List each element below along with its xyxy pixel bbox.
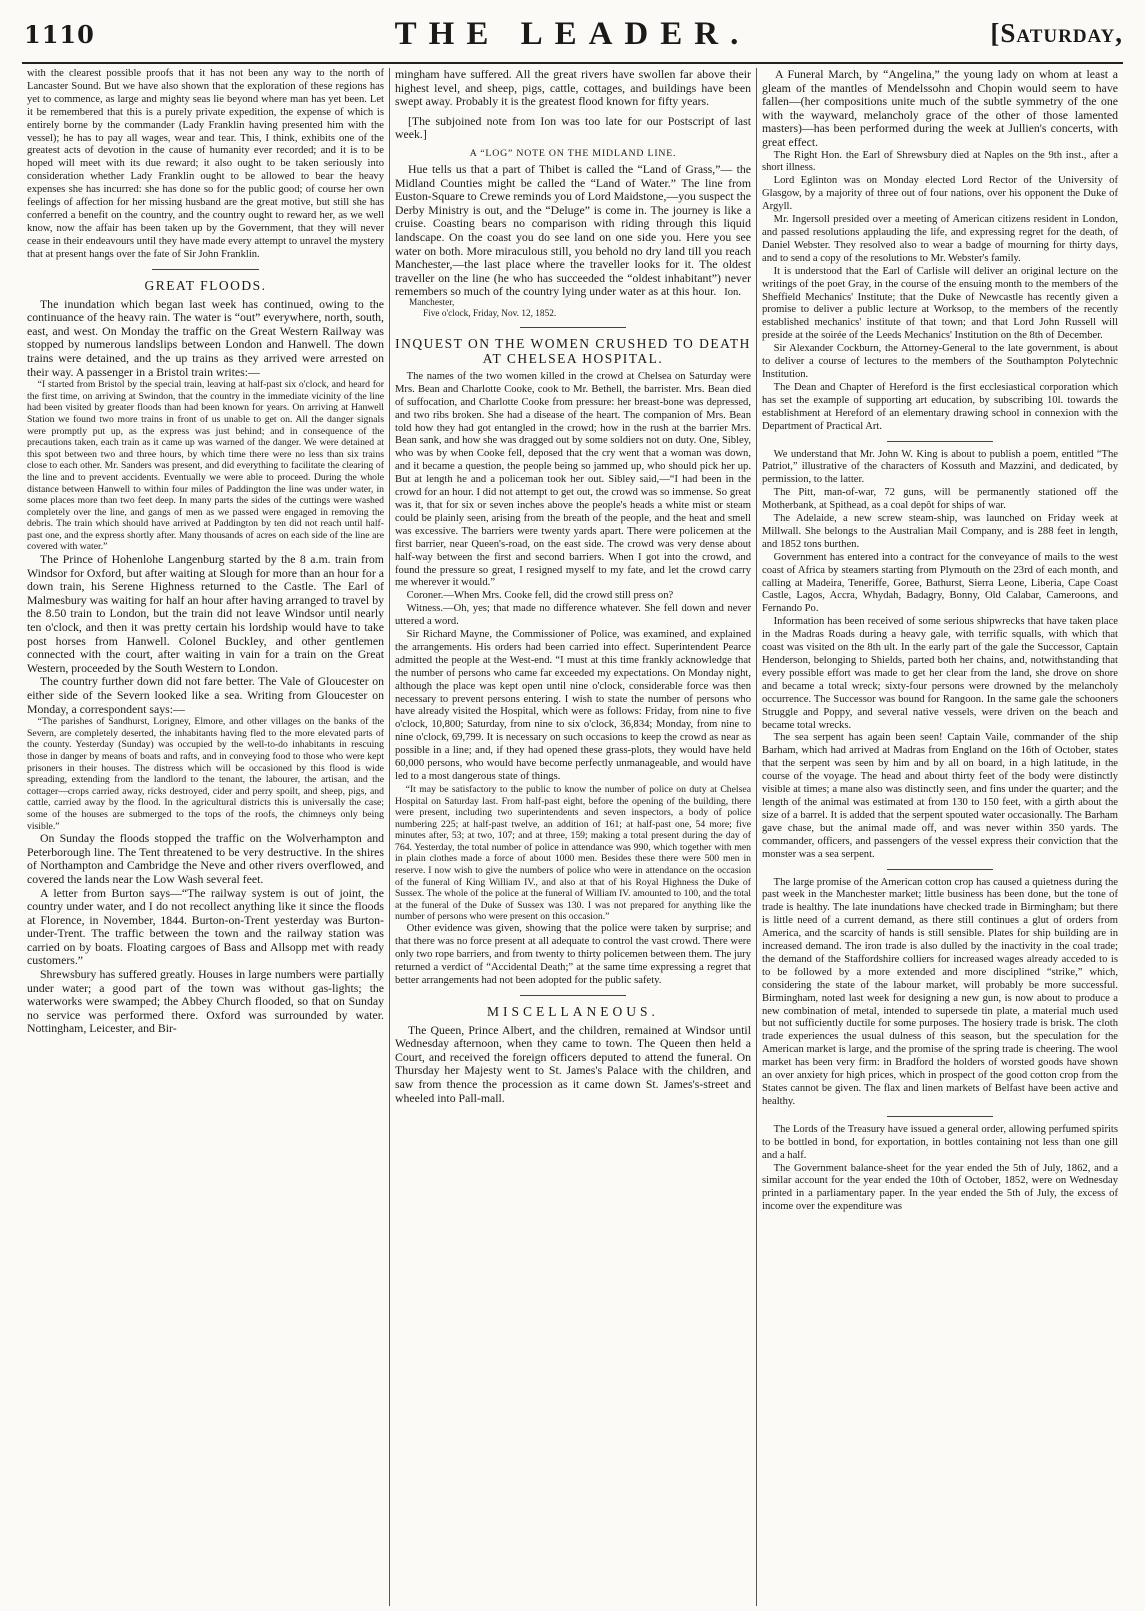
floods-paragraph: The Prince of Hohenlohe Langenburg started by the 8 a.m. train from Windsor for Oxford, but after waiting at Slough for more than an hour for a down train, his Serene Highness returned to the Castle. The Earl of Malmesbury was waiting for half an hour after having arranged to travel by the 8.50 train to London, but the train did not leave Windsor until nearly ten o'clock, and then it was pretty certain his lordship would have to take post horses from Hanwell. Colonel Buckley, and other gentlemen connected with the court, after waiting in vain for a train on the Great Western, proceeded by the South Western to London. [27, 552, 384, 675]
ion-place: Manchester, [409, 297, 455, 308]
misc-paragraph: Mr. Ingersoll presided over a meeting of American citizens resident in London, and passed resolutions applauding the life, and expressing regret for the death, of Daniel Webster. They resolved also to wear a badge of mourning for thirty days, and to send a copy of the resolutions to Mr. Webster's family. [762, 214, 1118, 264]
misc-paragraph: Government has entered into a contract for the conveyance of mails to the west coast of Africa by steamers starting from Plymouth on the 23rd of each month, and calling at Madeira, Teneriffe, Goree, Bathurst, Sierra Leone, Liberia, Cape Coast Castle, Lagos, Accra, Whydah, Badagry, Bonny, Old Calabar, Cameroons, and Fernando Po. [762, 551, 1118, 615]
misc-paragraph: The sea serpent has again been seen! Captain Vaile, commander of the ship Barham, which had arrived at Madras from England on the 16th of October, states that the serpent was seen by him and by all on board, in a high latitude, in the course of the voyage. The head and about thirty feet of the body were distinctly visible at times; a mane also was distinctly seen, and fins under the quarter; and the length of the animal was estimated at from 130 to 150 feet, with a girth about the size of a barrel. It is added that the serpent spouted water occasionally. The Barham gave chase, but the animal made off, and was never within 350 yards. The commander, officers, and passengers of the vessel express their conviction that the monster was a sea serpent. [762, 732, 1118, 860]
section-divider [887, 441, 994, 442]
misc-paragraph: Sir Alexander Cockburn, the Attorney-General to the late government, is about to deliver a course of lectures to the members of the Southampton Polytechnic Institution. [762, 343, 1118, 380]
misc-paragraph: The Right Hon. the Earl of Shrewsbury died at Naples on the 9th inst., after a short illness. [762, 149, 1118, 174]
issue-day: [Saturday, [990, 18, 1123, 48]
misc-paragraph: The Queen, Prince Albert, and the children, remained at Windsor until Wednesday afternoon, when they came to town. The Queen then held a Court, and received the foreign officers deputed to attend the funeral. On Thursday her Majesty went to St. James's Palace with the children, and saw from thence the procession as it came down St. James's-street and wheeled into Pall-mall. [395, 1022, 751, 1105]
column-1 [22, 68, 389, 1606]
midland-line-heading: A “LOG” NOTE ON THE MIDLAND LINE. [469, 147, 677, 159]
section-divider [520, 327, 627, 328]
misc-paragraph: The large promise of the American cotton crop has caused a quietness during the past week in the Manchester market; little business has been done, but the tone of trade is healthy. The late inundations have checked trade in Birmingham; but there is little need of a current demand, as there still continues a glut of orders from America, and the scarcity of hands is still sensible. Plates for ship building are in increased demand. The iron trade is also dulled by the inactivity in the coal trade; the demand of the Staffordshire colliers for increased wages already acceded to is to be followed by a more extended and more disciplined “strike,” which, considering the state of the labour market, will probably be more successful. Birmingham, noted last week for designing a new gun, is now about to produce a new combination of metal, intended to supersede tin plate, a material much used but not sufficiently ductile for some purposes. The hosiery trade is brisk. The cloth trade experiences the usual dulness of this season, but the speculation for the American market is large, and the promise of the spring trade is cheering. The wool market has been very firm: in Bradford the holders of worsted goods have shown an over anxiety for high prices, which in prospect of the good cotton crop from the States cannot be given. The flax and linen markets of Belfast have been active and healthy. [762, 876, 1118, 1107]
floods-quote: “I started from Bristol by the special train, leaving at half-past six o'clock, and heard for the first time, on arriving at Swindon, that the country in the immediate vicinity of the line had been visited by greater floods than had been known for years. On arriving at Hanwell Station we found two more trains in front of us unable to get on. All the danger signals were promptly put up, as the express was just behind; and in consequence of the precautions taken, each train as it came up was warned of the danger. We were detained at this spot between two and three hours, by which time there were no less than six trains close to each other. Mr. Sanders was present, and did everything to facilitate the clearing of the line and to prevent accidents. Eventually we were able to proceed. During the whole distance between Hanwell to within four miles of Paddington the line was under water, in some places more than two feet deep. In many parts the sides of the cuttings were washed completely over the line, and gangs of men as we passed were engaged in removing the debris. The train which should have arrived at Paddington by ten did not reach until half-past one, and the express shortly after. Many thousands of acres on each side of the line are covered with water.” [27, 379, 384, 553]
column-3 [756, 68, 1123, 1606]
franklin-paragraph: with the clearest possible proofs that it has not been any way to the north of Lancaster Sound. But we have also shown that the exploration of these regions has yet to commence, as large and mighty seas lie beyond where man has yet been. Let it be remembered that this is a purely private expedition, the expense of which is entirely borne by the commander (Lady Franklin having presented him with the vessel); he has to pay all wages, wear and tear. This, I think, exhibits one of the greatest acts of devotion in the cause of humanity ever recorded; and it is to be hoped will meet with its due reward; it also ought to be taken seriously into consideration whether Lady Franklin ought to be allowed to bear the heavy expenses she has incurred: she has done so for the public good; of course her own feelings of affection for her missing husband are the great motive, but still she has conferred a benefit on the country, and the country ought to reward her, as we well know, now the affair has been taken up by the Government, that they will never cease in their endeavours until they have made every attempt to unravel the mystery that at present hangs over the fate of Sir John Franklin. [27, 68, 384, 260]
great-floods-heading: GREAT FLOODS. [144, 277, 267, 293]
misc-paragraph: The Adelaide, a new screw steam-ship, was launched on Friday week at Millwall. She belongs to the Australian Mail Company, and is 288 feet in length, and 1852 tons burthen. [762, 513, 1118, 550]
misc-paragraph: We understand that Mr. John W. King is about to publish a poem, entitled “The Patriot,” illustrative of the characters of Kossuth and Mazzini, and dedicated, by permission, to the latter. [762, 448, 1118, 486]
ion-editor-note: [The subjoined note from Ion was too late for our Postscript of last week.] [395, 113, 751, 142]
article-columns [22, 68, 1123, 1606]
midland-line-text: Hue tells us that a part of Thibet is called the “Land of Grass,”— the Midland Counties might be called the “Land of Water.” The line from Euston-Square to Crewe reminds you of Lord Maidstone,—you suspect the Derby Ministry is out, and the “Deluge” is come in. The journey is like a cruise. Coasting bears no comparison with riding through this liquid landscape. On the coast you do see land on one side you. Here you see water on both. More miraculous still, you behold no dry land till you reach Manchester,—the last place where the traveller looks for it. The oldest traveller on the line (he who has succeeded the “oldest inhabitant”) never remembers so much of the country lying under water as at this hour. [395, 161, 751, 299]
section-divider [152, 269, 259, 270]
floods-paragraph: A letter from Burton says—“The railway system is out of joint, the country under water, and I do not recollect anything like it since the floods at Florence, in November, 1844. Burton-on-Trent yesterday was Burton-under-Trent. The traffic between the town and the railway station was carried on by boats. Floating cargoes of Bass and Allsopp met with ready customers.” [27, 885, 384, 968]
column-2 [389, 68, 756, 1606]
misc-paragraph: The Lords of the Treasury have issued a general order, allowing perfumed spirits to be bottled in bond, for exportation, in bottles containing not less than one gill and a half. [762, 1123, 1118, 1161]
inquest-paragraph: Sir Richard Mayne, the Commissioner of Police, was examined, and explained the arrangements. His orders had been carried into effect. Superintendent Pearce admitted the people at the West-end. “I must at this time frankly acknowledge that the number of persons who came far exceeded my expectations. On Monday night, although the place was kept open until nine o'clock, considerable force was then necessary to prevent persons entering. I wish to state the number of persons who have already visited the Hospital, which were as follows: Friday, from nine to five o'clock, 10,800; Saturday, from nine to six o'clock, 36,834; Monday, from nine to nine o'clock, 69,799. It is necessary on such occasions to keep the crowd as near as possible in a line; and, if they had opened these grass-plots, they would have held 60,000 persons, who would have become perfectly unmanageable, and would have led to a most dangerous state of things. [395, 629, 751, 782]
floods-continuation: mingham have suffered. All the great rivers have swollen far above their highest level, and sheep, pigs, cattle, cottages, and buildings have been swept away. Probably it is the greatest flood known for fifty years. [395, 68, 751, 109]
inquest-paragraph: Other evidence was given, showing that the police were taken by surprise; and that there was no force present at all adequate to control the vast crowd. There were only two rope barriers, and from twenty to thirty policemen between them. The jury returned a verdict of “Accidental Death;” at the same time expressing a regret that better arrangements had not been adopted for the public safety. [395, 923, 751, 986]
inquest-heading: INQUEST ON THE WOMEN CRUSHED TO DEATH AT CHELSEA HOSPITAL. [395, 335, 751, 366]
newspaper-title: THE LEADER. [394, 16, 751, 52]
inquest-paragraph: The names of the two women killed in the crowd at Chelsea on Saturday were Mrs. Bean and Charlotte Cooke, cook to Mr. Bethell, the barrister. Mrs. Bean died of suffocation, and Charlotte Cooke from pressure: her breast-bone was depressed, and two ribs broken. She had a disease of the heart. The companion of Mrs. Bean told how they had got entangled in the crowd; how in the rush at the barrier Mrs. Bean sank, and how she was dragged out by some soldiers not on duty. One, Sibley, who was by when Cooke fell, deposed that the cry went that a woman was down, and it became a question, the people being so jammed up, who should pick her up. But at length he and a policeman took her out. Sibley said,—“I had been in the crowd for an hour. I did not attempt to get out, the crowd was so immense. So great was it, that for six or seven inches above the people's heads a white mist or steam could be plainly seen, arising from the breath of the people, and the heat and smell was excessive. The barriers were twenty yards apart. There were policemen at the first barrier, near Queen's-road, on the east side. The crowd was very dense about half-way between the first and second barriers. When I got into the crowd, and found the pressure so great, I resigned myself to my fate, and let the crowd carry me wherever it would.” [395, 370, 751, 589]
miscellaneous-heading: MISCELLANEOUS. [487, 1003, 659, 1019]
floods-paragraph: The country further down did not fare better. The Vale of Gloucester on either side of the Severn looked like a sea. Writing from Gloucester on Monday, a correspondent says:— [27, 674, 384, 716]
misc-paragraph: The Dean and Chapter of Hereford is the first ecclesiastical corporation which has set the example of supporting art education, by subscribing 10l. towards the establishment at Hereford of an elementary drawing school in connexion with the Department of Practical Art. [762, 381, 1118, 432]
floods-paragraph: The inundation which began last week has continued, owing to the continuance of the heavy rain. The water is “out” everywhere, north, south, east, and west. On Monday the traffic on the Great Western Railway was stopped by numerous landslips between London and Hanwell. The down trains were detained, and the up trains as they arrived were arrested on their way. A passenger in a Bristol train writes:— [27, 296, 384, 379]
misc-paragraph: The Government balance-sheet for the year ended the 5th of July, 1862, and a similar account for the year ended the 10th of October, 1852, were on Wednesday printed in a parliamentary paper. In the year ended the 5th of July, the excess of income over the expenditure was [762, 1162, 1118, 1213]
misc-paragraph: It is understood that the Earl of Carlisle will deliver an original lecture on the writings of the poet Gray, in the course of the ensuing month to the members of the Sheffield Mechanics' Institute; that the Duke of Newcastle has recently given a promise to deliver a public lecture at Worksop, to the members of the recently established mechanics' institute of that town; and that Lord John Russell will preside at the soirée of the Leeds Mechanics' Institution on the 8th of December. [762, 265, 1118, 342]
misc-paragraph: The Pitt, man-of-war, 72 guns, will be permanently stationed off the Motherbank, at Spithead, as a coal depôt for ships of war. [762, 487, 1118, 512]
inquest-paragraph: Witness.—Oh, yes; that made no difference whatever. She fell down and never uttered a word. [395, 603, 751, 628]
floods-quote: “The parishes of Sandhurst, Lorigney, Elmore, and other villages on the banks of the Severn, are completely deserted, the inhabitants having fled to the more elevated parts of the county. Yesterday (Sunday) was occupied by the well-to-do inhabitants in rescuing those in danger by means of boats and rafts, and in conveying food to those who were kept prisoners in their houses. The distress which will be occasioned by this flood is wide spreading, extending from the landlord to the tenant, the labourer, the artisan, and the cottager—crops carried away, ricks destroyed, cider and perry spoilt, and sheep, pigs, and cattle, carried away by the flood. In the agricultural districts this is universally the case; some of the houses are submerged to the tops of the roofs, the chimneys only being visible.” [27, 716, 384, 832]
ion-signature: Ion. [724, 286, 741, 298]
misc-paragraph: A Funeral March, by “Angelina,” the young lady on whom at least a gleam of the mantles of Mendelssohn and Chopin would seem to have fallen—(her compositions unite much of the subtle symmetry of the one with the wayward, melancholy grace of the other of those lamented masters)—has been performed during the week at Jullien's concerts, with great effect. [762, 68, 1118, 149]
section-divider [520, 995, 627, 996]
masthead [22, 12, 1123, 64]
inquest-paragraph: “It may be satisfactory to the public to know the number of police on duty at Chelsea Hospital on Saturday last. From half-past eight, before the opening of the building, there were present, including two superintendents and seven inspectors, a body of police numbering 225; at half-past twelve, an addition of 161; at half-past one, 54 more; five minutes after, 53; at two, 107; and at three, 159; making a total present during the day of 764. Yesterday, the total number of police in attendance was 990, which together with men in plain clothes made a force of about 1000 men. Besides these there were 500 men in reserve. I now wish to give the numbers of police who were in attendance on the occasion of the funeral of King William IV., and also at that of his Royal Highness the Duke of Sussex. The whole of the police at the funeral of William IV. amounted to 100, and the total at the funeral of the Duke of Sussex was 130. I was not prepared for anything like the number of persons who were present on this occasion.” [395, 783, 751, 923]
floods-paragraph: On Sunday the floods stopped the traffic on the Wolverhampton and Peterborough line. The Tent threatened to be very destructive. In the shires of Northampton and Cambridge the Neve and other rivers overflowed, and covered the lands near the Low Wash several feet. [27, 831, 384, 886]
misc-paragraph: Information has been received of some serious shipwrecks that have taken place in the Madras Roads during a heavy gale, with terrific squalls, with which that coast was visited on the 8th ult. In the early part of the gale the Successor, Captain Henderson, belonging to Shields, parted both her chains, and, notwithstanding that every possible effort was made to get her clear from the land, she drove on shore and became a total wreck; sixty-four persons were drowned by the melancholy occurrence. The Successor was bound for Rangoon. In the same gale the schooners Struggle and Poppy, and several native vessels, were driven on the beach and became total wrecks. [762, 616, 1118, 731]
ion-date: Five o'clock, Friday, Nov. 12, 1852. [423, 308, 557, 319]
misc-paragraph: Lord Eglinton was on Monday elected Lord Rector of the University of Glasgow, by a majority of three out of four nations, over his opponent the Duke of Argyll. [762, 175, 1118, 213]
inquest-paragraph: Coroner.—When Mrs. Cooke fell, did the crowd still press on? [406, 590, 674, 602]
section-divider [887, 1116, 994, 1117]
floods-paragraph: Shrewsbury has suffered greatly. Houses in large numbers were partially under water; a good part of the town was without gas-lights; the waterworks were swamped; the Abbey Church flooded, so that on Sunday no service was performed there. Oxford was surrounded by water. Nottingham, Leicester, and Bir- [27, 967, 384, 1036]
page-number: 1110 [24, 20, 95, 49]
section-divider [887, 869, 994, 870]
